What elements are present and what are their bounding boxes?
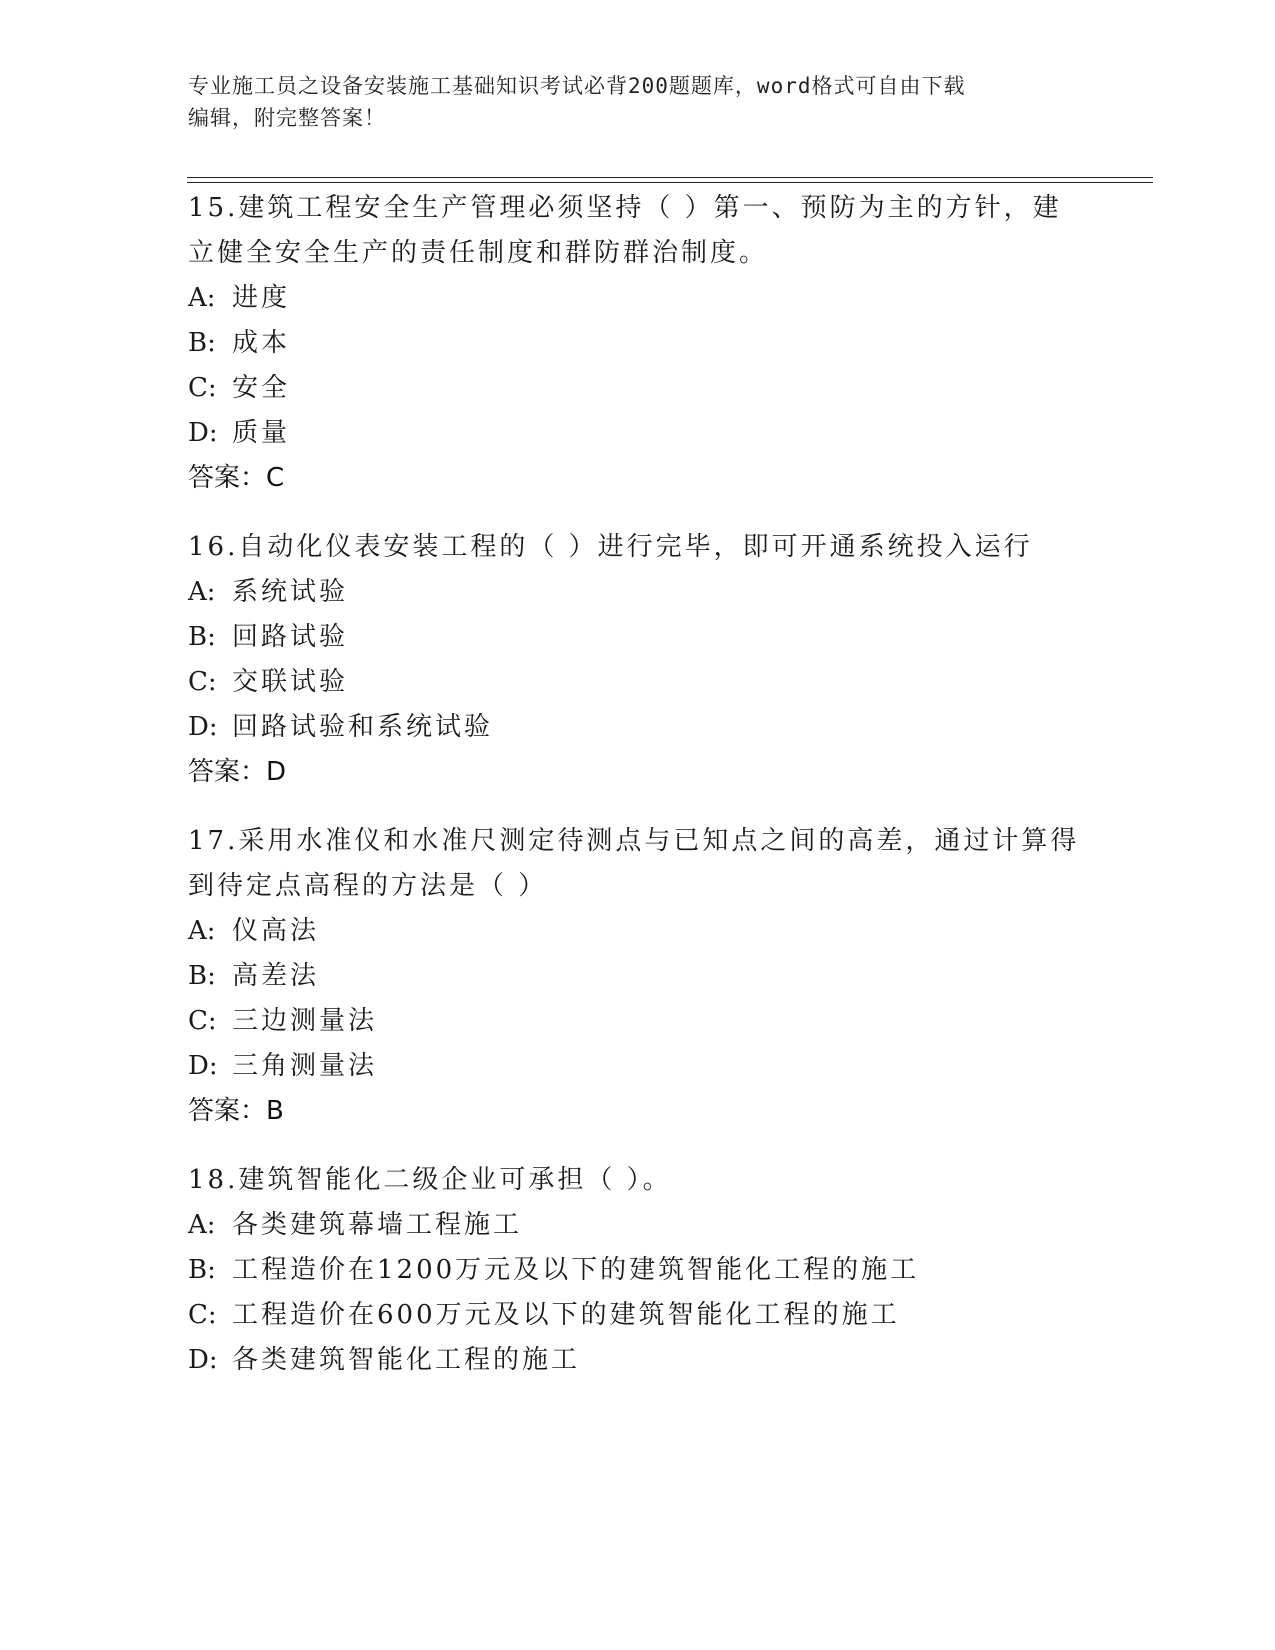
- option-c: [188, 1293, 1108, 1338]
- option-b: [188, 321, 1108, 366]
- option-letter: C:: [188, 667, 217, 697]
- document-header: [188, 70, 1088, 134]
- question-list: [188, 186, 1108, 1407]
- option-d: [188, 1338, 1108, 1383]
- option-letter: B:: [188, 961, 216, 991]
- question-18: [188, 1158, 1108, 1383]
- option-text: 交联试验: [232, 667, 349, 697]
- option-letter: B:: [188, 328, 216, 358]
- option-text: 各类建筑智能化工程的施工: [232, 1345, 581, 1375]
- header-line-1: 专业施工员之设备安装施工基础知识考试必背200题题库，word格式可自由下载: [188, 74, 966, 98]
- option-letter: D:: [188, 418, 218, 448]
- option-text: 高差法: [232, 961, 320, 991]
- option-a: [188, 570, 1108, 615]
- option-letter: C:: [188, 1006, 217, 1036]
- option-letter: D:: [188, 1345, 218, 1375]
- option-b: [188, 1248, 1108, 1293]
- question-15: [188, 186, 1108, 501]
- option-text: 系统试验: [232, 577, 349, 607]
- option-letter: B:: [188, 622, 216, 652]
- answer-line: [188, 750, 1108, 795]
- option-text: 三角测量法: [232, 1051, 378, 1081]
- header-divider-bottom: [187, 182, 1153, 183]
- option-b: [188, 954, 1108, 999]
- option-text: 质量: [232, 418, 291, 448]
- option-text: 工程造价在1200万元及以下的建筑智能化工程的施工: [232, 1255, 920, 1285]
- option-b: [188, 615, 1108, 660]
- option-text: 成本: [232, 328, 291, 358]
- option-letter: C:: [188, 373, 217, 403]
- option-c: [188, 660, 1108, 705]
- option-c: [188, 366, 1108, 411]
- option-letter: C:: [188, 1300, 217, 1330]
- option-letter: A:: [188, 283, 216, 313]
- question-stem-line: 到待定点高程的方法是（ ）: [188, 871, 548, 901]
- answer-line: [188, 1089, 1108, 1134]
- option-letter: D:: [188, 1051, 218, 1081]
- option-d: [188, 411, 1108, 456]
- answer-label: 答案：: [188, 463, 267, 493]
- option-d: [188, 1044, 1108, 1089]
- question-stem-line: 15.建筑工程安全生产管理必须坚持（ ）第一、预防为主的方针，建: [188, 193, 1062, 223]
- question-stem-line: 16.自动化仪表安装工程的（ ）进行完毕，即可开通系统投入运行: [188, 532, 1033, 562]
- option-text: 仪高法: [232, 916, 320, 946]
- option-letter: B:: [188, 1255, 216, 1285]
- option-text: 进度: [232, 283, 291, 313]
- option-text: 各类建筑幕墙工程施工: [232, 1210, 523, 1240]
- option-text: 回路试验: [232, 622, 349, 652]
- header-divider-top: [187, 177, 1153, 178]
- header-line-2: 编辑，附完整答案！: [188, 106, 386, 130]
- option-letter: A:: [188, 916, 216, 946]
- question-stem-line: 18.建筑智能化二级企业可承担（ ）。: [188, 1165, 672, 1195]
- option-a: [188, 276, 1108, 321]
- option-a: [188, 1203, 1108, 1248]
- option-c: [188, 999, 1108, 1044]
- answer-label: 答案：: [188, 1096, 267, 1126]
- question-16: [188, 525, 1108, 795]
- option-letter: A:: [188, 577, 216, 607]
- answer-value: C: [266, 463, 285, 493]
- option-text: 回路试验和系统试验: [232, 712, 494, 742]
- option-letter: D:: [188, 712, 218, 742]
- option-text: 工程造价在600万元及以下的建筑智能化工程的施工: [232, 1300, 900, 1330]
- option-d: [188, 705, 1108, 750]
- option-text: 三边测量法: [232, 1006, 378, 1036]
- answer-line: [188, 456, 1108, 501]
- question-stem-line: 立健全安全生产的责任制度和群防群治制度。: [188, 238, 769, 268]
- answer-value: B: [266, 1096, 284, 1126]
- question-stem-line: 17.采用水准仪和水准尺测定待测点与已知点之间的高差，通过计算得: [188, 826, 1080, 856]
- option-letter: A:: [188, 1210, 216, 1240]
- option-a: [188, 909, 1108, 954]
- answer-value: D: [266, 757, 287, 787]
- question-17: [188, 819, 1108, 1134]
- option-text: 安全: [232, 373, 291, 403]
- answer-label: 答案：: [188, 757, 267, 787]
